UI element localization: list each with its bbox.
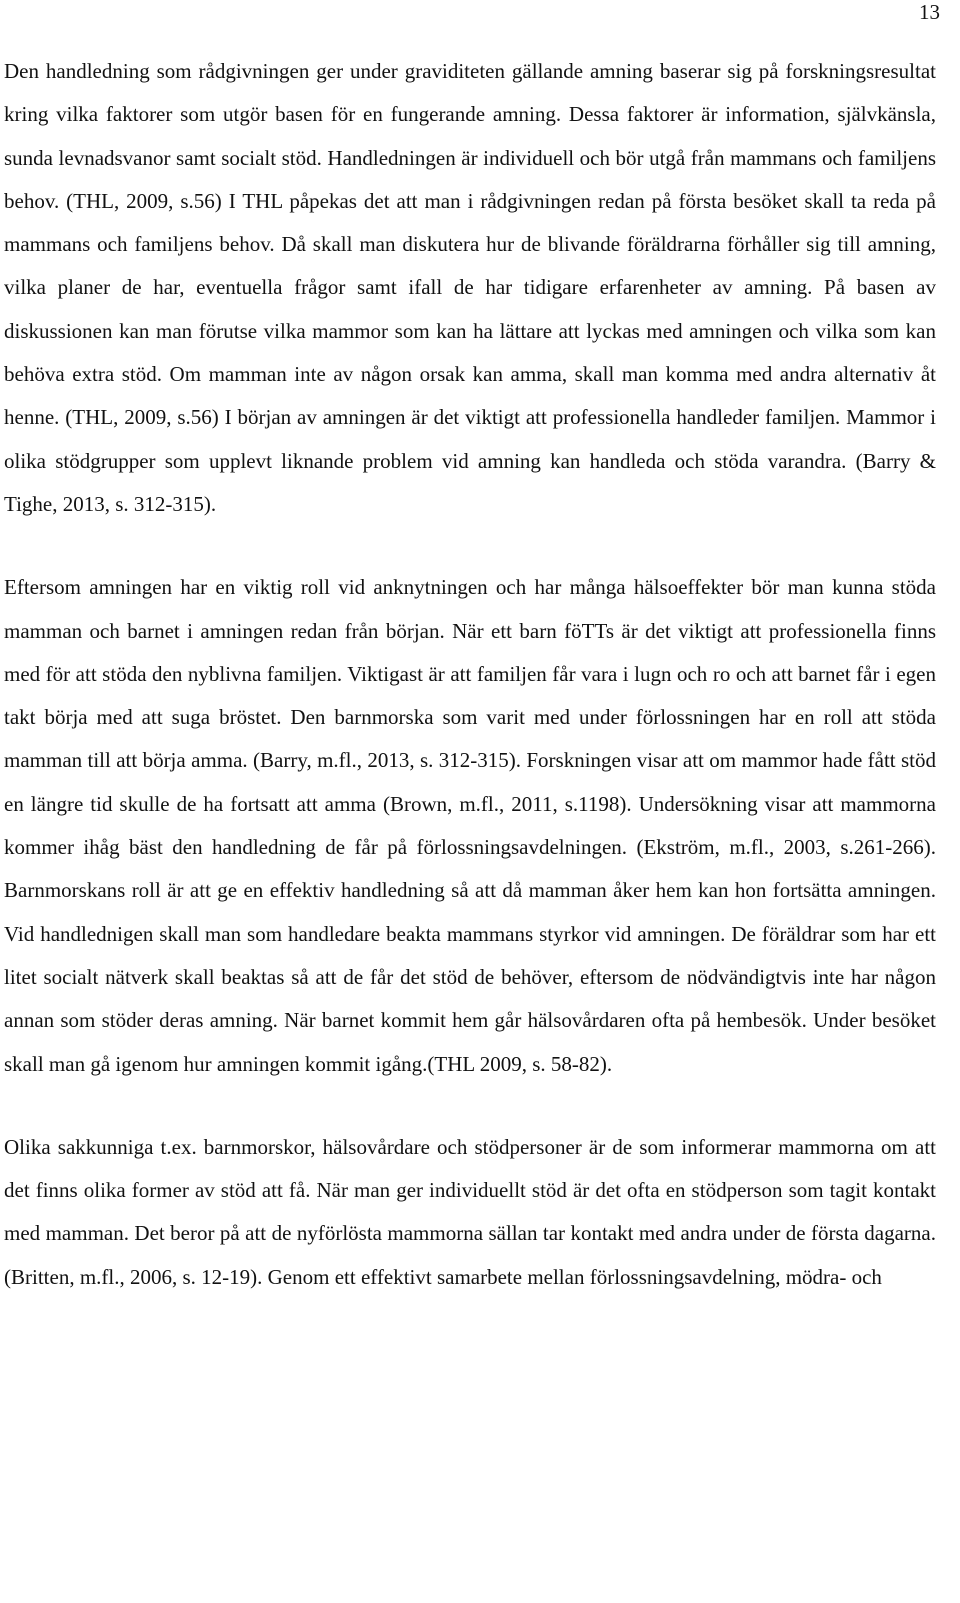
- document-body: [4, 50, 936, 1339]
- paragraph: Eftersom amningen har en viktig roll vid anknytningen och har många hälsoeffekter bör man kunna stöda mamman och barnet i amningen redan från början. När ett barn föTTs är det viktigt att professionella finns med för att stöda den nyblivna familjen. Viktigast är att familjen får vara i lugn och ro och att barnet får i egen takt börja med att suga bröstet. Den barnmorska som varit med under förlossningen har en roll att stöda mamman till att börja amma. (Barry, m.fl., 2013, s. 312-315). Forskningen visar att om mammor hade fått stöd en längre tid skulle de ha fortsatt att amma (Brown, m.fl., 2011, s.1198). Undersökning visar att mammorna kommer ihåg bäst den handledning de får på förlossningsavdelningen. (Ekström, m.fl., 2003, s.261-266). Barnmorskans roll är att ge en effektiv handledning så att då mamman åker hem kan hon fortsätta amningen. Vid handlednigen skall man som handledare beakta mammans styrkor vid amningen. De föräldrar som har ett litet socialt nätverk skall beaktas så att de får det stöd de behöver, eftersom de nödvändigtvis inte har någon annan som stöder deras amning. När barnet kommit hem går hälsovårdaren ofta på hembesök. Under besöket skall man gå igenom hur amningen kommit igång.(THL 2009, s. 58-82).: [4, 575, 936, 1076]
- paragraph: Olika sakkunniga t.ex. barnmorskor, hälsovårdare och stödpersoner är de som informerar mammorna om att det finns olika former av stöd att få. När man ger individuellt stöd är det ofta en stödperson som tagit kontakt med mamman. Det beror på att de nyförlösta mammorna sällan tar kontakt med andra under de första dagarna. (Britten, m.fl., 2006, s. 12-19). Genom ett effektivt samarbete mellan förlossningsavdelning, mödra- och: [4, 1134, 936, 1289]
- page-number: 13: [919, 0, 940, 24]
- paragraph: Den handledning som rådgivningen ger under graviditeten gällande amning baserar sig på forskningsresultat kring vilka faktorer som utgör basen för en fungerande amning. Dessa faktorer är information, självkänsla, sunda levnadsvanor samt socialt stöd. Handledningen är individuell och bör utgå från mammans och familjens behov. (THL, 2009, s.56) I THL påpekas det att man i rådgivningen redan på första besöket skall ta reda på mammans och familjens behov. Då skall man diskutera hur de blivande föräldrarna förhåller sig till amning, vilka planer de har, eventuella frågor samt ifall de har tidigare erfarenheter av amning. På basen av diskussionen kan man förutse vilka mammor som kan ha lättare att lyckas med amningen och vilka som kan behöva extra stöd. Om mamman inte av någon orsak kan amma, skall man komma med andra alternativ åt henne. (THL, 2009, s.56) I början av amningen är det viktigt att professionella handleder familjen. Mammor i olika stödgrupper som upplevt liknande problem vid amning kan handleda och stöda varandra. (Barry & Tighe, 2013, s. 312-315).: [4, 59, 936, 516]
